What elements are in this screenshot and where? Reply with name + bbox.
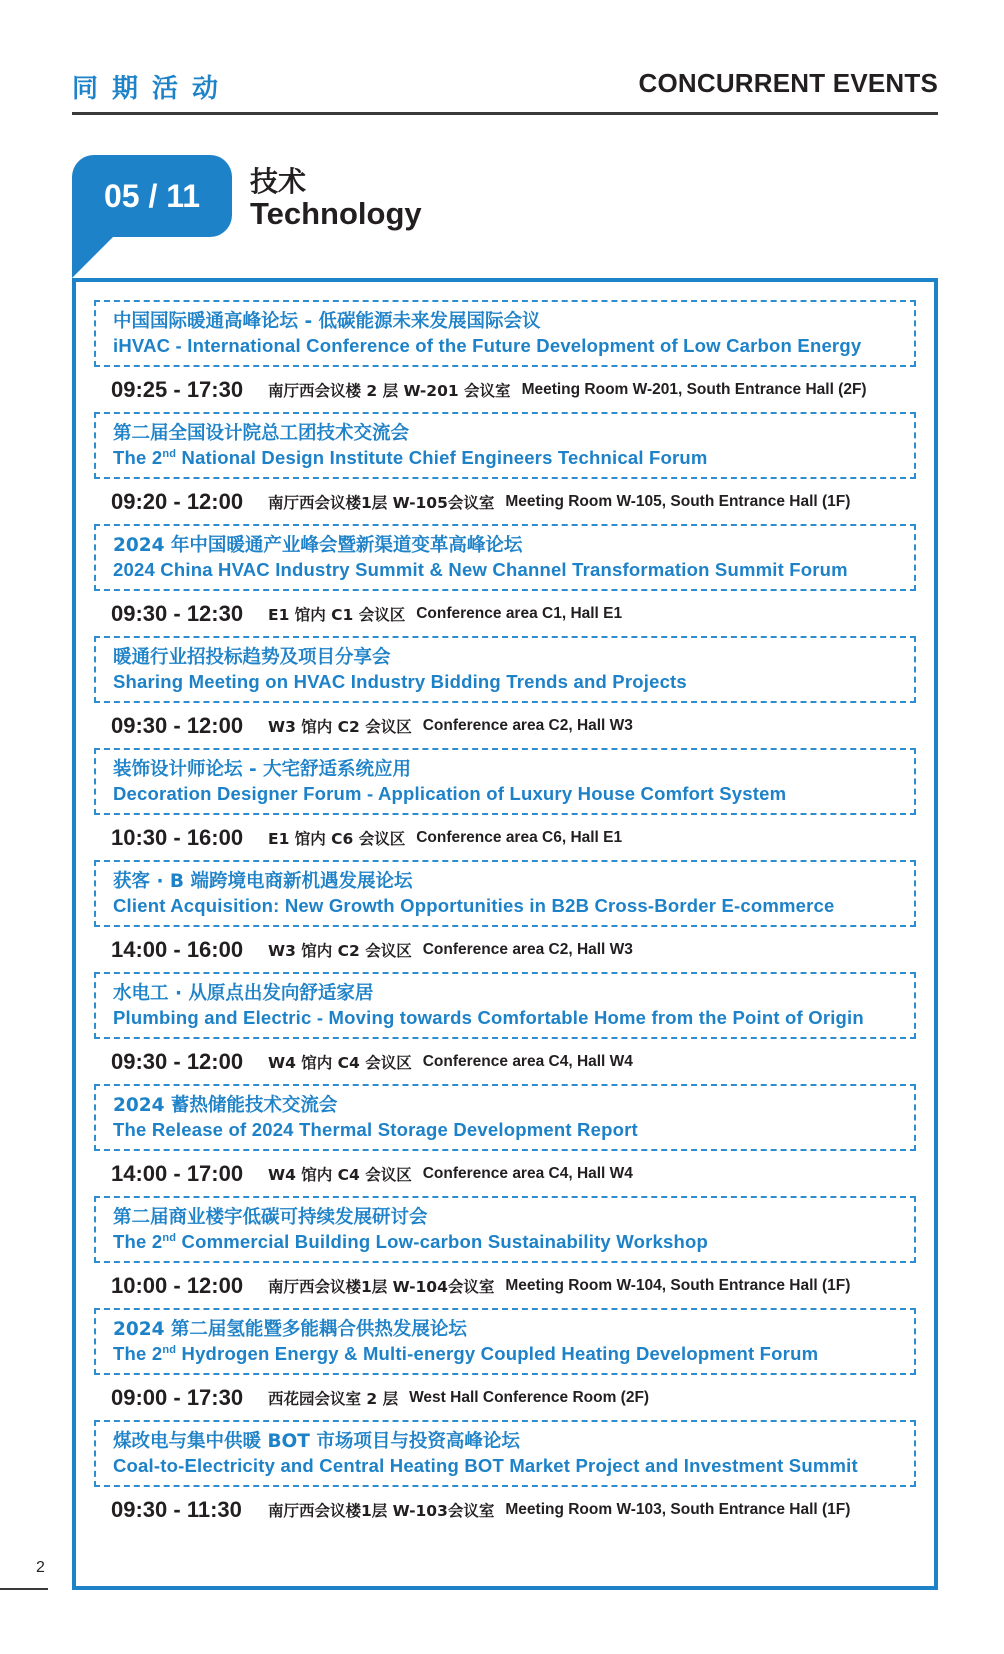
event-title-box (94, 748, 916, 815)
event-title-cn: 暖通行业招投标趋势及项目分享会 (113, 647, 391, 668)
event-location-en: Conference area C1, Hall E1 (416, 604, 623, 622)
event-title-en-rest: National Design Institute Chief Engineers Technical Forum (176, 447, 708, 468)
event-location-cn: 南厅西会议楼1层 W-103会议室 (268, 1501, 495, 1520)
event-title-box (94, 860, 916, 927)
event-location-en: Meeting Room W-201, South Entrance Hall (2F) (521, 380, 867, 398)
event-info (94, 1151, 916, 1196)
event-info (94, 703, 916, 748)
event-title-en (113, 1118, 914, 1142)
ordinal-suffix: nd (162, 1232, 177, 1244)
event-info (94, 1487, 916, 1532)
event-title-en-text: The 2 (113, 1231, 163, 1252)
event-location-en: Meeting Room W-105, South Entrance Hall (1F) (505, 492, 851, 510)
event-info (94, 591, 916, 636)
section-header-en: CONCURRENT EVENTS (638, 68, 938, 98)
category-title-cn: 技术 (250, 165, 307, 198)
event-location-cn: 南厅西会议楼1层 W-105会议室 (268, 493, 495, 512)
event-location-cn: W4 馆内 C4 会议区 (268, 1053, 412, 1072)
event-location-en: West Hall Conference Room (2F) (409, 1388, 650, 1406)
event-location-cn: 西花园会议室 2 层 (268, 1389, 399, 1408)
events-list (94, 300, 916, 1532)
ordinal-suffix: nd (162, 1344, 177, 1356)
event-title-box (94, 412, 916, 479)
event-title-en (113, 782, 914, 806)
event-title-box (94, 524, 916, 591)
event-location-cn: W3 馆内 C2 会议区 (268, 941, 412, 960)
event-item (94, 860, 916, 972)
event-title-en-rest: Commercial Building Low-carbon Sustainability Workshop (176, 1231, 708, 1252)
event-info (94, 367, 916, 412)
event-time: 09:30 - 11:30 (111, 1496, 242, 1522)
event-time: 09:30 - 12:00 (111, 712, 244, 738)
event-item (94, 972, 916, 1084)
event-title-cn: 煤改电与集中供暖 BOT 市场项目与投资高峰论坛 (113, 1431, 520, 1452)
ordinal-suffix: nd (162, 448, 177, 460)
event-title-en (113, 1454, 914, 1478)
event-title-en-text: The Release of 2024 Thermal Storage Development Report (113, 1119, 638, 1140)
header-divider (72, 112, 938, 115)
event-location-cn: W3 馆内 C2 会议区 (268, 717, 412, 736)
event-location-en: Meeting Room W-103, South Entrance Hall (1F) (505, 1500, 851, 1518)
event-title-cn: 获客 · B 端跨境电商新机遇发展论坛 (113, 871, 413, 892)
event-title-en (113, 1230, 914, 1254)
event-info (94, 1039, 916, 1084)
event-title-en (113, 446, 914, 470)
event-title-en-text: Coal-to-Electricity and Central Heating BOT Market Project and Investment Summit (113, 1455, 858, 1476)
event-title-box (94, 972, 916, 1039)
event-location-cn: W4 馆内 C4 会议区 (268, 1165, 412, 1184)
event-title-en-text: 2024 China HVAC Industry Summit & New Channel Transformation Summit Forum (113, 559, 848, 580)
event-item (94, 636, 916, 748)
date-tab (72, 155, 232, 237)
event-info (94, 1263, 916, 1308)
event-title-en-text: Plumbing and Electric - Moving towards Comfortable Home from the Point of Origin (113, 1007, 864, 1028)
event-location-en: Conference area C4, Hall W4 (422, 1052, 633, 1070)
date-tab-tail (72, 236, 114, 278)
event-title-en-text: Client Acquisition: New Growth Opportunities in B2B Cross-Border E-commerce (113, 895, 835, 916)
event-title-cn: 装饰设计师论坛 - 大宅舒适系统应用 (113, 759, 412, 780)
event-title-cn: 2024 蓄热储能技术交流会 (113, 1095, 338, 1116)
event-title-en-text: iHVAC - International Conference of the Future Development of Low Carbon Energy (113, 335, 862, 356)
event-item (94, 412, 916, 524)
event-location-en: Conference area C4, Hall W4 (422, 1164, 633, 1182)
event-location-cn: 南厅西会议楼1层 W-104会议室 (268, 1277, 495, 1296)
event-time: 09:30 - 12:00 (111, 1048, 244, 1074)
event-item (94, 1308, 916, 1420)
event-item (94, 300, 916, 412)
event-location-en: Conference area C6, Hall E1 (416, 828, 623, 846)
event-time: 10:30 - 16:00 (111, 824, 244, 850)
event-info (94, 927, 916, 972)
event-title-en-text: Sharing Meeting on HVAC Industry Bidding Trends and Projects (113, 671, 687, 692)
event-title-box (94, 1196, 916, 1263)
event-info (94, 1375, 916, 1420)
event-info (94, 815, 916, 860)
event-title-cn: 水电工 · 从原点出发向舒适家居 (113, 983, 374, 1004)
event-item (94, 1196, 916, 1308)
event-title-box (94, 1308, 916, 1375)
date-label: 05 / 11 (103, 177, 201, 214)
event-info (94, 479, 916, 524)
event-title-en (113, 558, 914, 582)
event-item (94, 1420, 916, 1532)
event-time: 10:00 - 12:00 (111, 1272, 244, 1298)
event-title-cn: 第二届全国设计院总工团技术交流会 (113, 423, 410, 444)
event-location-en: Conference area C2, Hall W3 (422, 940, 633, 958)
event-time: 09:20 - 12:00 (111, 488, 244, 514)
event-title-en-rest: Hydrogen Energy & Multi-energy Coupled Heating Development Forum (176, 1343, 819, 1364)
category-title-en: Technology (250, 196, 422, 231)
event-location-cn: E1 馆内 C1 会议区 (268, 605, 406, 624)
event-title-box (94, 300, 916, 367)
event-item (94, 1084, 916, 1196)
event-location-cn: 南厅西会议楼 2 层 W-201 会议室 (268, 381, 511, 400)
event-title-en (113, 1006, 914, 1030)
event-title-cn: 第二届商业楼宇低碳可持续发展研讨会 (113, 1207, 428, 1228)
page-number: 2 (36, 1559, 45, 1576)
event-title-en-text: The 2 (113, 1343, 163, 1364)
event-title-en (113, 670, 914, 694)
event-title-cn: 2024 第二届氢能暨多能耦合供热发展论坛 (113, 1319, 467, 1340)
event-item (94, 524, 916, 636)
event-title-box (94, 1420, 916, 1487)
event-title-en-text: The 2 (113, 447, 163, 468)
event-location-en: Conference area C2, Hall W3 (422, 716, 633, 734)
event-title-en (113, 894, 914, 918)
event-time: 09:00 - 17:30 (111, 1384, 244, 1410)
event-time: 14:00 - 17:00 (111, 1160, 244, 1186)
footer-divider (0, 1588, 48, 1590)
event-title-en (113, 334, 914, 358)
section-header-cn: 同期活动 (72, 74, 233, 104)
event-location-cn: E1 馆内 C6 会议区 (268, 829, 406, 848)
event-title-en (113, 1342, 914, 1366)
event-time: 14:00 - 16:00 (111, 936, 244, 962)
event-item (94, 748, 916, 860)
event-location-en: Meeting Room W-104, South Entrance Hall (1F) (505, 1276, 851, 1294)
event-title-en-text: Decoration Designer Forum - Application of Luxury House Comfort System (113, 783, 787, 804)
event-title-cn: 中国国际暖通高峰论坛 - 低碳能源未来发展国际会议 (113, 311, 541, 332)
event-time: 09:25 - 17:30 (111, 376, 244, 402)
event-title-box (94, 636, 916, 703)
event-title-box (94, 1084, 916, 1151)
event-title-cn: 2024 年中国暖通产业峰会暨新渠道变革高峰论坛 (113, 535, 523, 556)
event-time: 09:30 - 12:30 (111, 600, 244, 626)
